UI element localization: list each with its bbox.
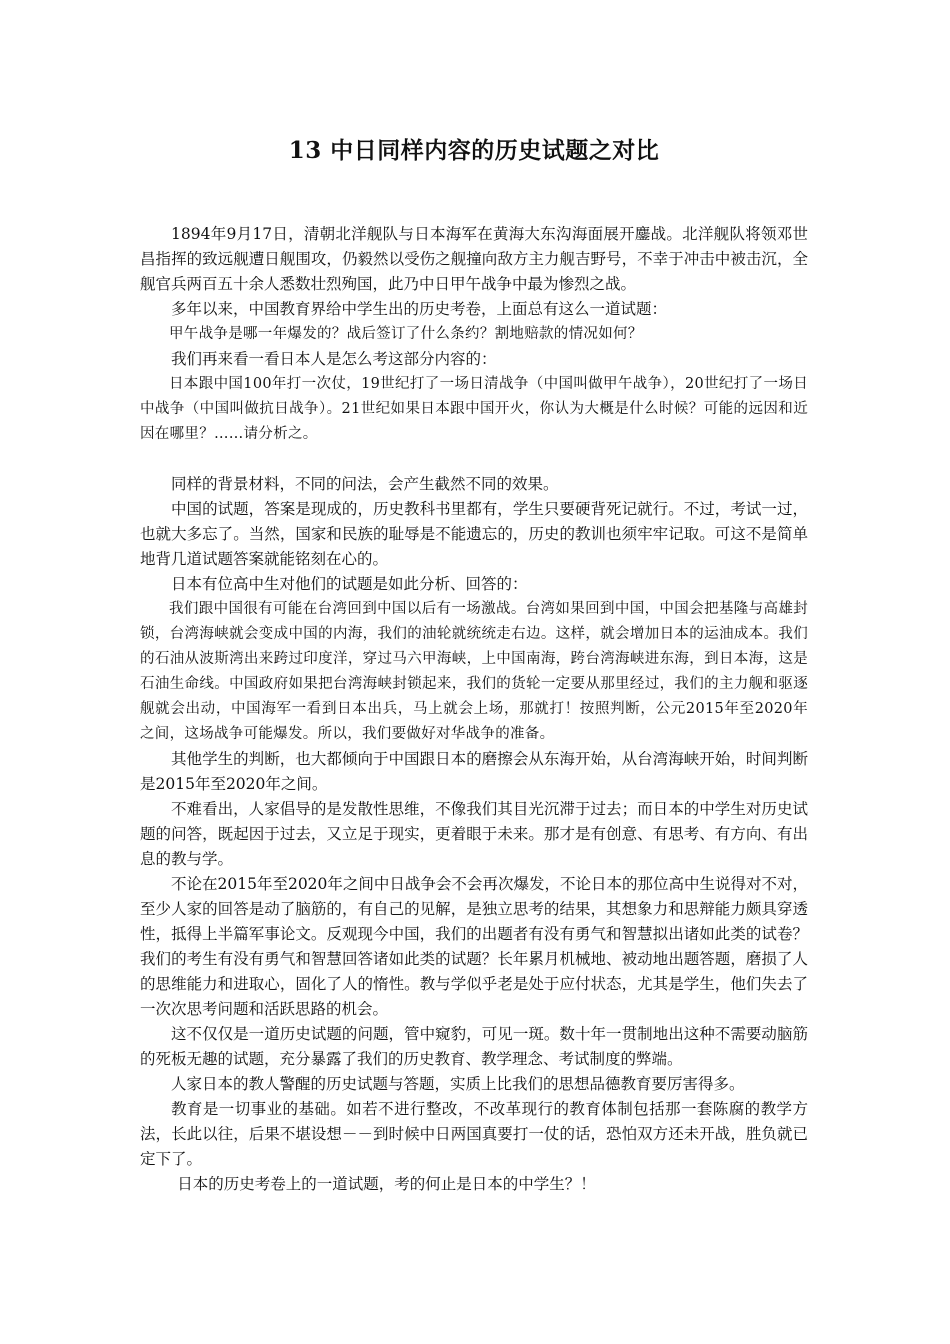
paragraph-other-students: 其他学生的判断，也大都倾向于中国跟日本的磨擦会从东海开始，从台湾海峡开始，时间判断是2015年至2020年之间。 bbox=[140, 750, 808, 793]
paragraph-chinese-exam-critique: 中国的试题，答案是现成的，历史教科书里都有，学生只要硬背死记就行。不过，考试一过，也就大多忘了。当然，国家和民族的耻辱是不能遗忘的，历史的教训也须牢牢记取。可这不是简单地背几道试题答案就能铭刻在心的。 bbox=[140, 500, 808, 568]
document-title: 13 中日同样内容的历史试题之对比 bbox=[288, 137, 660, 164]
paragraph-different-effects: 同样的背景材料，不同的问法，会产生截然不同的效果。 bbox=[171, 475, 559, 493]
paragraph-battle-background: 1894年9月17日，清朝北洋舰队与日本海军在黄海大东沟海面展开鏖战。北洋舰队将领邓世昌指挥的致远舰遭日舰围攻，仍毅然以受伤之舰撞向敌方主力舰吉野号，不幸于冲击中被击沉，全舰官兵两百五十余人悉数壮烈殉国，此乃中日甲午战争中最为惨烈之战。 bbox=[140, 225, 808, 293]
paragraph-moral-education: 人家日本的教人警醒的历史试题与答题，实质上比我们的思想品德教育要厉害得多。 bbox=[171, 1075, 745, 1093]
paragraph-education-reform: 教育是一切事业的基础。如若不进行整改，不改革现行的教育体制包括那一套陈腐的教学方法，长此以往，后果不堪设想－－到时候中日两国真要打一仗的话，恐怕双方还未开战，胜负就已定下了。 bbox=[140, 1100, 808, 1168]
paragraph-chinese-exam-intro: 多年以来，中国教育界给中学生出的历史考卷，上面总有这么一道试题： bbox=[171, 300, 668, 318]
document-body bbox=[140, 222, 808, 1197]
paragraph-divergent-thinking: 不难看出，人家倡导的是发散性思维，不像我们其目光沉滞于过去；而日本的中学生对历史试题的问答，既起因于过去，又立足于现实，更着眼于未来。那才是有创意、有思考、有方向、有出息的教与学。 bbox=[140, 800, 808, 868]
paragraph-conclusion: 日本的历史考卷上的一道试题，考的何止是日本的中学生？！ bbox=[177, 1175, 596, 1193]
japanese-student-answer: 我们跟中国很有可能在台湾回到中国以后有一场激战。台湾如果回到中国，中国会把基隆与高雄封锁，台湾海峡就会变成中国的内海，我们的油轮就统统走右边。这样，就会增加日本的运油成本。我们的石油从波斯湾出来跨过印度洋，穿过马六甲海峡，上中国南海，跨台湾海峡进东海，到日本海，这是石油生命线。中国政府如果把台湾海峡封锁起来，我们的货轮一定要从那里经过，我们的主力舰和驱逐舰就会出动，中国海军一看到日本出兵，马上就会上场，那就打！按照判断，公元2015年至2020年之间，这场战争可能爆发。所以，我们要做好对华战争的准备。 bbox=[140, 601, 808, 742]
paragraph-spacer bbox=[140, 447, 808, 472]
paragraph-japanese-exam-intro: 我们再来看一看日本人是怎么考这部分内容的： bbox=[171, 350, 497, 368]
chinese-exam-question: 甲午战争是哪一年爆发的？战后签订了什么条约？割地赔款的情况如何？ bbox=[169, 326, 643, 342]
paragraph-independent-thinking: 不论在2015年至2020年之间中日战争会不会再次爆发，不论日本的那位高中生说得对不对，至少人家的回答是动了脑筋的，有自己的见解，是独立思考的结果，其想象力和思辩能力颇具穿透性，抵得上半篇军事论文。反观现今中国，我们的出题者有没有勇气和智慧拟出诸如此类的试卷？我们的考生有没有勇气和智慧回答诸如此类的试题？长年累月机械地、被动地出题答题，磨损了人的思维能力和进取心，固化了人的惰性。教与学似乎老是处于应付状态，尤其是学生，他们失去了一次次思考问题和活跃思路的机会。 bbox=[140, 875, 808, 1018]
japanese-exam-question: 日本跟中国100年打一次仗，19世纪打了一场日清战争（中国叫做甲午战争），20世纪打了一场日中战争（中国叫做抗日战争）。21世纪如果日本跟中国开火，你认为大概是什么时候？可能的远因和近因在哪里？……请分析之。 bbox=[140, 376, 808, 442]
paragraph-system-flaws: 这不仅仅是一道历史试题的问题，管中窥豹，可见一斑。数十年一贯制地出这种不需要动脑筋的死板无趣的试题，充分暴露了我们的历史教育、教学理念、考试制度的弊端。 bbox=[140, 1025, 808, 1068]
paragraph-student-answer-intro: 日本有位高中生对他们的试题是如此分析、回答的： bbox=[171, 575, 528, 593]
document-page bbox=[140, 0, 808, 1197]
